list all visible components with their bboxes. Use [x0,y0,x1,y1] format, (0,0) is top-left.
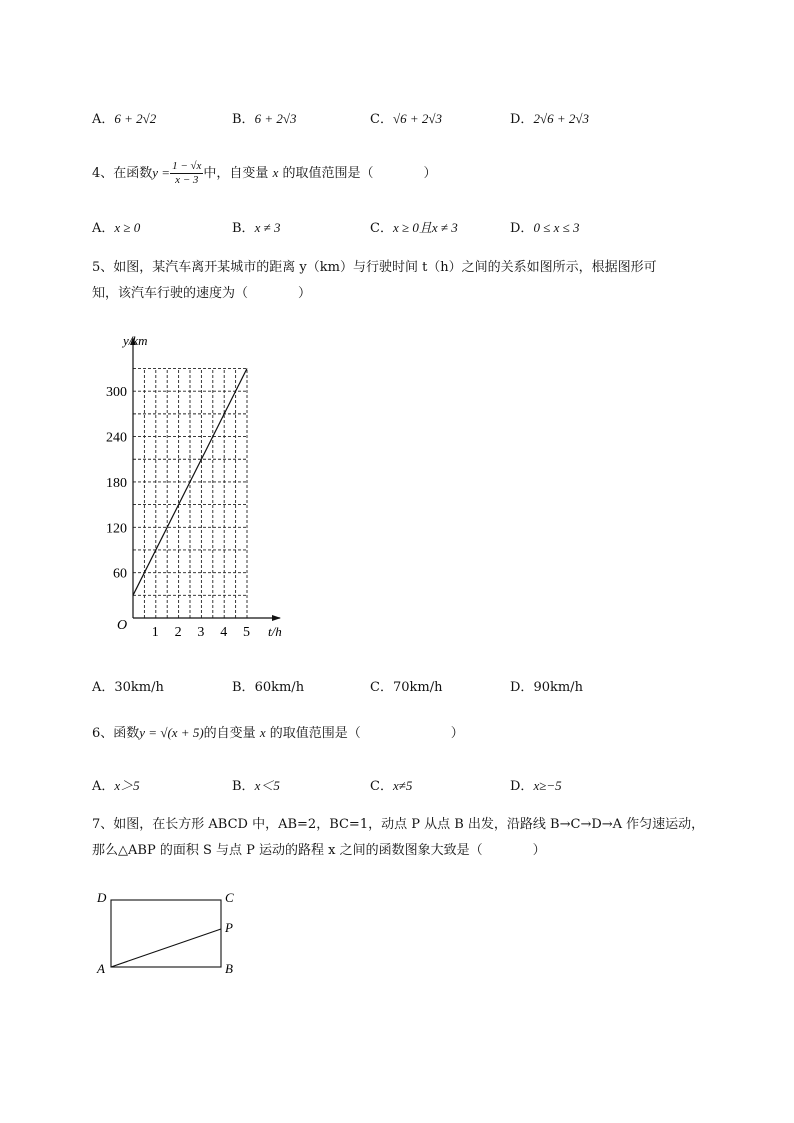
q5-option-a[interactable]: A．30km/h [92,680,164,695]
label-c: C [225,890,234,905]
q5-option-c[interactable]: C．70km/h [370,680,443,695]
q3-option-d[interactable]: D．2√6 + 2√3 [510,111,589,127]
origin-label: O [117,618,128,633]
rectangle-abcd [111,900,221,967]
label-p: P [225,920,233,935]
q6-option-d[interactable]: D．x≥−5 [510,778,562,794]
y-axis-label: y/km [123,333,148,348]
q4-fraction: $\frac{1 - √x}{x - 3}$ [172,160,202,186]
q7-stem-line1: 7、如图，在长方形 ABCD 中，AB=2，BC=1，动点 P 从点 B 出发，沿路线 B→C→D→A 作匀速运动， [92,817,705,832]
q4-option-a[interactable]: A．x ≥ 0 [92,220,141,236]
chart-ticks [106,385,250,640]
x-axis-arrow [272,615,281,621]
q6-option-a[interactable]: A．x＞5 [92,778,140,794]
y-tick-label: 180 [106,475,127,491]
chart-grid [133,369,247,618]
distance-time-chart [90,325,300,650]
q6-option-c[interactable]: C．x≠5 [370,778,413,794]
q3-option-b[interactable]: B．6 + 2√3 [232,111,297,127]
q5-option-b[interactable]: B．60km/h [232,680,305,695]
x-tick-label: 3 [197,625,205,640]
y-tick-label: 60 [113,566,127,582]
q4-stem: 4、在函数y = $\frac{1 - √x}{x - 3}$ 中，自变量 x 的取值范围是（ ） [92,160,437,186]
q6-option-b[interactable]: B．x＜5 [232,778,280,794]
q4-option-b[interactable]: B．x ≠ 3 [232,220,281,236]
q5-stem-line2: 知，该汽车行驶的速度为（ ） [92,286,312,301]
x-tick-label: 1 [151,625,159,640]
x-axis-label: t/h [268,624,282,639]
segment-ap [111,929,221,967]
x-tick-label: 5 [243,625,250,640]
label-b: B [225,961,233,976]
y-tick-label: 300 [106,385,127,401]
q6-stem: 6、函数y = √(x + 5)的自变量 x 的取值范围是（ ） [92,725,464,741]
q4-option-c[interactable]: C．x ≥ 0且x ≠ 3 [370,220,458,236]
y-tick-label: 240 [106,430,127,446]
q4-option-d[interactable]: D．0 ≤ x ≤ 3 [510,220,580,236]
q5-option-d[interactable]: D．90km/h [510,680,583,695]
rectangle-abcd-figure [92,885,252,980]
x-tick-label: 4 [220,625,228,640]
q3-option-c[interactable]: C．√6 + 2√3 [370,111,442,127]
label-d: D [97,890,107,905]
label-a: A [97,961,105,976]
y-tick-label: 120 [106,521,127,537]
q5-stem-line1: 5、如图，某汽车离开某城市的距离 y（km）与行驶时间 t（h）之间的关系如图所示，根据图形可 [92,260,657,275]
chart-axes [130,337,281,621]
x-tick-label: 2 [174,625,182,640]
q7-stem-line2: 那么△ABP 的面积 S 与点 P 运动的路程 x 之间的函数图象大致是（ ） [92,843,546,858]
q3-option-a[interactable]: A．6 + 2√2 [92,111,157,127]
